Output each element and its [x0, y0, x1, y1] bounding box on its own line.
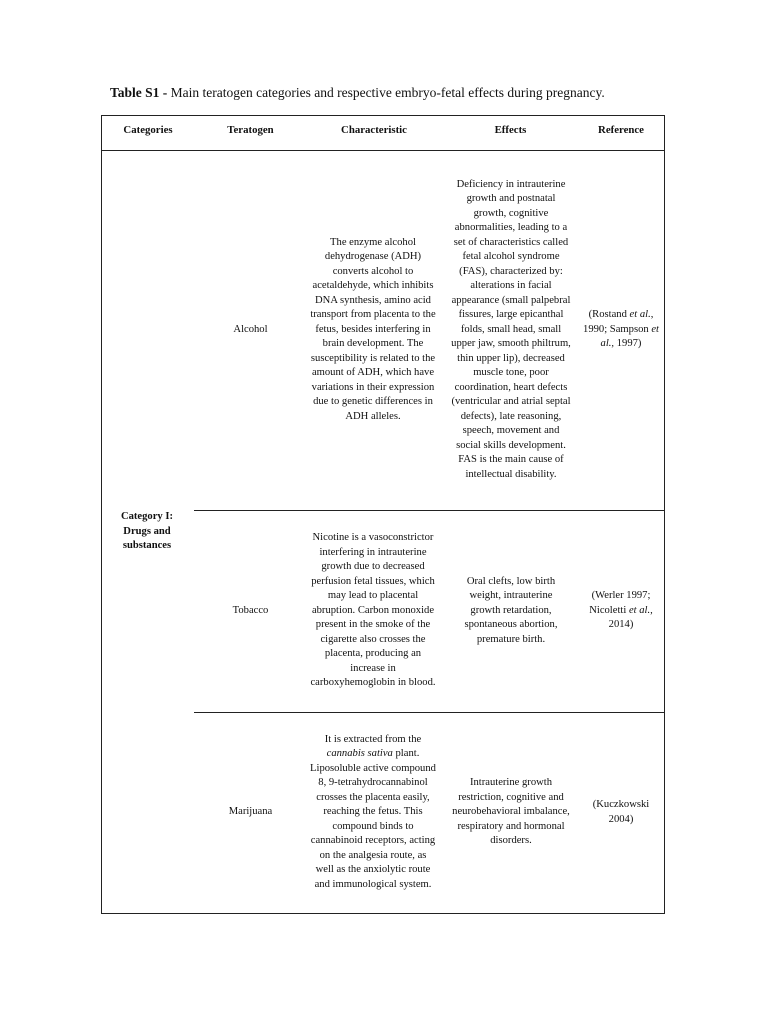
table-caption-text: Main teratogen categories and respective embryo-fetal effects during pregnancy. — [170, 85, 605, 100]
category-cell — [104, 150, 190, 914]
ref-text: (Werler 1997; Nicoletti — [589, 590, 651, 616]
header-effects: Effects — [494, 123, 527, 136]
teratogen-table — [101, 115, 665, 914]
header-teratogen: Teratogen — [227, 123, 274, 136]
header-reference: Reference — [598, 123, 644, 136]
char-species: cannabis sativa — [326, 748, 393, 760]
table-caption-label: Table S1 - — [110, 85, 168, 100]
ref-etal: et al., — [628, 604, 653, 616]
char-text: It is extracted from the — [324, 733, 422, 745]
table-row-alcohol-effects: Deficiency in intrauterine growth and postnatal growth, cognitive abnormalities, leading to a set of characteristics called fetal alcohol syndrome (FAS), characterized by: alterations in facial appearance (small palpebral fissures, large epicanthal folds, small head, small upper jaw, smooth philtrum, thin upper lip), decreased muscle tone, poor coordination, heart defects (ventricular and atrial septal defects), late reasoning, speech, movement and social skills development. FAS is the main cause of intellectual disability. — [451, 178, 571, 480]
category-line-2: Drugs and — [123, 525, 171, 537]
ref-text: , 1990; Sampson — [583, 309, 654, 335]
table-row-alcohol-characteristic: The enzyme alcohol dehydrogenase (ADH) converts alcohol to acetaldehyde, which inhibits DNA synthesis, amino acid transport from placenta to the fetus, besides interfering in brain development. The susceptibility is related to the amount of ADH, which have variations in their expression due to genetic differences in ADH alleles. — [310, 236, 436, 422]
table-caption — [110, 84, 710, 102]
table-row-marijuana-effects: Intrauterine growth restriction, cognitive and neurobehavioral imbalance, respiratory and hormonal disorders. — [452, 777, 570, 847]
table-row-alcohol-teratogen: Alcohol — [233, 323, 268, 335]
category-line-3: substances — [122, 540, 172, 552]
category-line-1: Category I: — [120, 511, 174, 523]
char-text: plant. Liposoluble active compound 8, 9-tetrahydrocannabinol crosses the placenta easily, reaching the fetus. This compound binds to cannabinoid receptors, acting on the analgesia route, as well as the anxiolytic route and immunological system. — [310, 748, 436, 890]
header-categories: Categories — [123, 123, 173, 136]
table-row-marijuana-characteristic — [310, 712, 436, 913]
table-row-tobacco-effects: Oral clefts, low birth weight, intrauterine growth retardation, spontaneous abortion, premature birth. — [464, 575, 558, 645]
table-row-marijuana-reference: (Kuczkowski 2004) — [592, 799, 650, 825]
table-row-tobacco-characteristic: Nicotine is a vasoconstrictor interfering in intrauterine growth due to decreased perfusion fetal tissues, which may lead to placental abruption. Carbon monoxide present in the smoke of the cigarette also crosses the placenta, producing an increase in carboxyhemoglobin in blood. — [310, 532, 436, 689]
ref-text: 2014) — [608, 619, 634, 631]
table-row-alcohol-reference — [580, 150, 662, 510]
header-characteristic: Characteristic — [341, 123, 407, 136]
ref-text: 1997) — [614, 338, 642, 350]
ref-etal: et al., — [600, 323, 659, 350]
ref-text: (Rostand — [588, 309, 630, 321]
table-row-tobacco-teratogen: Tobacco — [232, 604, 269, 616]
ref-etal: et al. — [629, 309, 651, 321]
table-row-tobacco-reference — [580, 510, 662, 712]
table-row-marijuana-teratogen: Marijuana — [228, 806, 273, 818]
